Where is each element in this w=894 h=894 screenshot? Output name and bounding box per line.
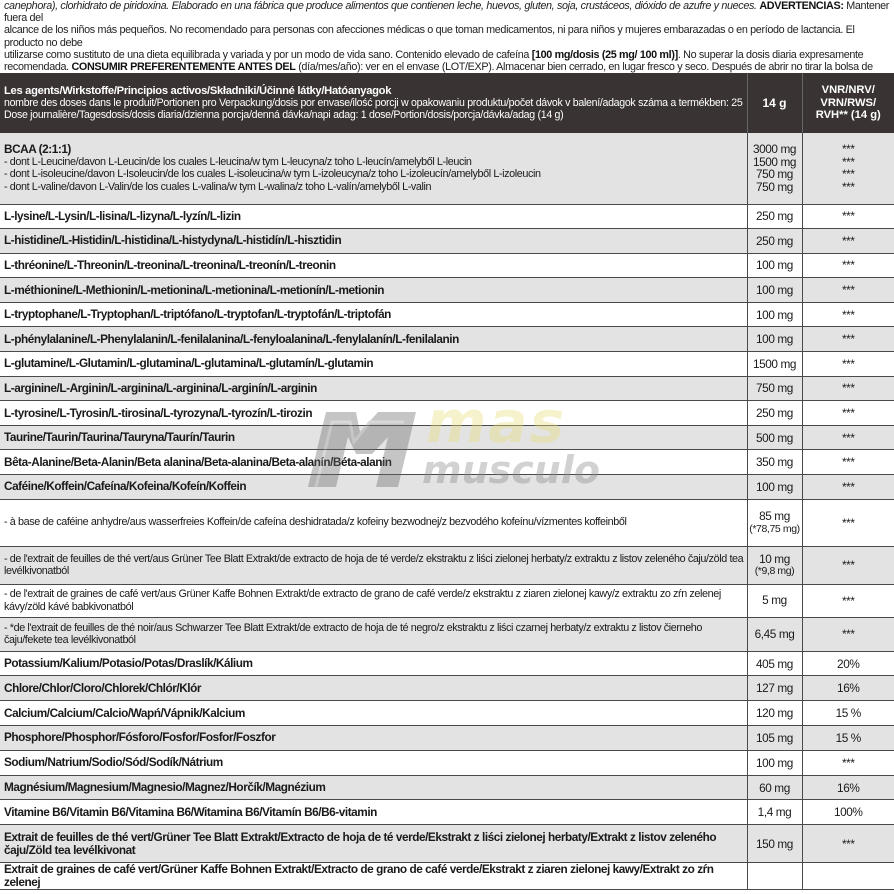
caffeine-source-text: - de l'extrait de feuilles de thé vert/aus Grüner Tee Blatt Extrakt/de extracto de hoja de té verde/z ekstraktu z liści zielonej herbaty/z extraktu z listov zeleného čaju/zöld tea levélkivonatból xyxy=(0,546,747,584)
ingredient-name: L-histidine/L-Histidin/L-histidina/L-histydyna/L-histidín/L-hisztidin xyxy=(0,229,747,254)
intro-line-4: recomendada. CONSUMIR PREFERENTEMENTE ANTES DEL (día/mes/año): ver en el envase (LOT/EXP). Almacenar bien cerrado, en lugar fresco y seco. Después de abrir no tirar la bolsa de xyxy=(4,61,873,74)
ingredient-nrv: *** xyxy=(802,425,894,450)
table-header-row xyxy=(0,73,894,133)
bcaa-nrv-cell: *** *** *** *** xyxy=(802,133,894,204)
table-row xyxy=(0,327,894,352)
table-row xyxy=(0,450,894,475)
ingredient-nrv: *** xyxy=(802,229,894,254)
ingredient-amount: 120 mg xyxy=(747,701,802,726)
label-intro-text xyxy=(4,0,892,72)
ingredient-nrv: *** xyxy=(802,253,894,278)
table-row xyxy=(0,425,894,450)
intro-line-3: utilizarse como sustituto de una dieta equilibrada y variada y por un modo de vida sano. Contenido elevado de cafeína [100 mg/dosis (25 mg/ 100 ml)]. No superar la dosis diaria expresamente xyxy=(4,48,864,61)
table-row xyxy=(0,204,894,229)
ingredient-amount: 405 mg xyxy=(747,651,802,676)
bcaa-amount-cell: 3000 mg 1500 mg 750 mg 750 mg xyxy=(747,133,802,204)
table-row xyxy=(0,352,894,377)
table-row xyxy=(0,775,894,800)
ingredient-nrv: *** xyxy=(802,204,894,229)
caffeine-source-row xyxy=(0,546,894,584)
ingredient-nrv: 20% xyxy=(802,651,894,676)
bcaa-name-cell: BCAA (2:1:1) - dont L-Leucine/davon L-Leucin/de los cuales L-leucina/w tym L-leucyna/z toho L-leucín/amelyből L-leucin - dont L-isoleucine/davon L-Isoleucin/de los cuales L-isoleucina/w tym L-izoleucyna/z toho L-izoleucín/amelyből L-izoleucin - dont L-valine/davon L-Valin/de los cuales L-valina/w tym L-walina/z toho L-valín/amelyből L-valin xyxy=(0,133,747,204)
caffeine-source-nrv: *** xyxy=(802,617,894,651)
table-row xyxy=(0,475,894,500)
caffeine-source-text: - de l'extrait de graines de café vert/aus Grüner Kaffe Bohnen Extrakt/de extracto de grano de café verde/z ekstraktu z ziaren zielonej kawy/z extraktu zo zŕn zelenej kávy/zöld kávé babkivonatból xyxy=(0,584,747,617)
table-row xyxy=(0,302,894,327)
ingredient-name: Extrait de graines de café vert/Grüner Kaffe Bohnen Extrakt/Extracto de grano de café verde/Ekstrakt z ziaren zielonej kawy/Extrakt zo zŕn zelenej xyxy=(0,863,747,890)
ingredient-nrv: 100% xyxy=(802,800,894,825)
amount-value: 6,45 mg xyxy=(754,626,795,641)
ingredient-name: L-glutamine/L-Glutamin/L-glutamina/L-glutamina/L-glutamín/L-glutamin xyxy=(0,352,747,377)
amount-detail: (*9,8 mg) xyxy=(754,565,795,578)
nutrition-table xyxy=(0,73,894,890)
table-row xyxy=(0,726,894,751)
caffeine-source-row xyxy=(0,584,894,617)
ingredient-nrv: *** xyxy=(802,327,894,352)
ingredient-nrv: *** xyxy=(802,401,894,426)
ingredient-name: Calcium/Calcium/Calcio/Wapń/Vápnik/Kalcium xyxy=(0,701,747,726)
intro-line-1: canephora), clorhidrato de piridoxina. Elaborado en una fábrica que produce alimentos que contienen leche, huevos, gluten, soja, crustáceos, dióxido de azufre y nueces. ADVERTENCIAS: Mantener fuera del xyxy=(4,0,890,25)
ingredient-nrv: *** xyxy=(802,475,894,500)
ingredient-nrv xyxy=(802,863,894,890)
ingredient-amount xyxy=(747,863,802,890)
table-row xyxy=(0,376,894,401)
amount-value: 10 mg xyxy=(759,551,790,566)
ingredient-amount: 100 mg xyxy=(747,253,802,278)
ingredient-name: Extrait de feuilles de thé vert/Grüner Tee Blatt Extrakt/Extracto de hoja de té verde/Ekstrakt z liści zielonej herbaty/Extrakt z listov zeleného čaju/Zöld tea levélkivonat xyxy=(0,825,747,863)
ingredient-amount: 1,4 mg xyxy=(747,800,802,825)
ingredient-name: L-arginine/L-Arginin/L-arginina/L-arginina/L-arginín/L-arginin xyxy=(0,376,747,401)
ingredient-nrv: *** xyxy=(802,376,894,401)
ingredient-nrv: *** xyxy=(802,450,894,475)
caffeine-source-text: - à base de caféine anhydre/aus wasserfreies Koffein/de cafeína deshidratada/z kofeiny bezwodnej/z bezvodého kofeínu/vízmentes koffeinből xyxy=(0,499,747,546)
ingredient-amount: 1500 mg xyxy=(747,352,802,377)
ingredient-amount: 100 mg xyxy=(747,327,802,352)
ingredient-nrv: 16% xyxy=(802,775,894,800)
ingredient-name: L-tryptophane/L-Tryptophan/L-triptófano/L-tryptofan/L-tryptofán/L-triptofán xyxy=(0,302,747,327)
caffeine-source-amount xyxy=(747,499,802,546)
amount-detail: (*78,75 mg) xyxy=(749,522,800,535)
bcaa-row xyxy=(0,133,894,204)
ingredient-amount: 100 mg xyxy=(747,278,802,303)
ingredient-amount: 100 mg xyxy=(747,750,802,775)
ingredient-amount: 60 mg xyxy=(747,775,802,800)
ingredient-name: Taurine/Taurin/Taurina/Tauryna/Taurín/Taurin xyxy=(0,425,747,450)
table-row xyxy=(0,401,894,426)
ingredient-amount: 350 mg xyxy=(747,450,802,475)
dose-line: Dose journalière/Tagesdosis/dosis diaria/dzienna porcja/denná dávka/napi adag: 1 dose/Portion/dosis/porcja/dávka/adag (14 g) xyxy=(4,109,564,121)
ingredient-amount: 127 mg xyxy=(747,676,802,701)
ingredient-name: Potassium/Kalium/Potasio/Potas/Draslík/Kálium xyxy=(0,651,747,676)
ingredient-nrv: *** xyxy=(802,825,894,863)
table-row xyxy=(0,651,894,676)
table-row xyxy=(0,676,894,701)
green-coffee-extract-row xyxy=(0,863,894,890)
ingredient-nrv: *** xyxy=(802,302,894,327)
ingredient-name: Magnésium/Magnesium/Magnesio/Magnez/Horčík/Magnézium xyxy=(0,775,747,800)
caffeine-source-row xyxy=(0,499,894,546)
amount-column-header: 14 g xyxy=(747,73,802,133)
ingredient-amount: 105 mg xyxy=(747,726,802,751)
intro-line-2: alcance de los niños más pequeños. No recomendado para personas con afecciones médicas o que toman medicamentos, ni para niños y mujeres embarazadas o en período de lactancia. El producto no debe xyxy=(4,24,855,49)
ingredient-amount: 250 mg xyxy=(747,401,802,426)
ingredient-nrv: 15 % xyxy=(802,701,894,726)
ingredient-nrv: 15 % xyxy=(802,726,894,751)
header-agents-cell xyxy=(0,73,747,133)
ingredient-name: Sodium/Natrium/Sodio/Sód/Sodík/Nátrium xyxy=(0,750,747,775)
ingredient-name: Vitamine B6/Vitamin B6/Vitamina B6/Witamina B6/Vitamín B6/B6-vitamin xyxy=(0,800,747,825)
table-row xyxy=(0,800,894,825)
ingredient-amount: 750 mg xyxy=(747,376,802,401)
ingredient-amount: 100 mg xyxy=(747,302,802,327)
ingredient-name: L-tyrosine/L-Tyrosin/L-tirosina/L-tyrozyna/L-tyrozín/L-tirozin xyxy=(0,401,747,426)
ingredient-amount: 250 mg xyxy=(747,204,802,229)
amount-value: 5 mg xyxy=(762,593,787,608)
ingredient-name: Phosphore/Phosphor/Fósforo/Fosfor/Fosfor/Foszfor xyxy=(0,726,747,751)
table-row xyxy=(0,278,894,303)
caffeine-source-amount xyxy=(747,584,802,617)
watermark-top-text: mas xyxy=(426,388,567,456)
ingredient-nrv: *** xyxy=(802,750,894,775)
ingredient-name: Caféine/Koffein/Cafeína/Kofeina/Kofeín/Koffein xyxy=(0,475,747,500)
ingredient-name: L-phénylalanine/L-Phenylalanin/L-fenilalanina/L-fenyloalanina/L-fenylalanín/L-fenilalanin xyxy=(0,327,747,352)
ingredient-name: L-lysine/L-Lysin/L-lisina/L-lizyna/L-lyzín/L-lizin xyxy=(0,204,747,229)
ingredient-amount: 250 mg xyxy=(747,229,802,254)
ingredient-name: L-méthionine/L-Methionin/L-metionina/L-metionina/L-metionín/L-metionin xyxy=(0,278,747,303)
table-row xyxy=(0,701,894,726)
ingredient-amount: 500 mg xyxy=(747,425,802,450)
nrv-column-header: VNR/NRV/ VRN/RWS/ RVH** (14 g) xyxy=(802,73,894,133)
caffeine-source-nrv: *** xyxy=(802,499,894,546)
ingredient-name: Chlore/Chlor/Cloro/Chlorek/Chlór/Klór xyxy=(0,676,747,701)
caffeine-source-row xyxy=(0,617,894,651)
ingredient-nrv: *** xyxy=(802,352,894,377)
caffeine-source-nrv: *** xyxy=(802,546,894,584)
amount-value: 85 mg xyxy=(759,509,790,524)
servings-line: nombre des doses dans le produit/Portionen pro Verpackung/dosis por envase/ilość porcji w opakowaniu produktu/počet dávok v balení/adagok száma a termékben: 25 xyxy=(4,97,743,109)
green-tea-extract-row xyxy=(0,825,894,863)
ingredient-amount: 100 mg xyxy=(747,475,802,500)
caffeine-source-amount xyxy=(747,617,802,651)
agents-title: Les agents/Wirkstoffe/Principios activos/Składniki/Účinné látky/Hatóanyagok xyxy=(4,85,392,97)
ingredient-nrv: 16% xyxy=(802,676,894,701)
ingredient-name: Bêta-Alanine/Beta-Alanin/Beta alanina/Beta-alanina/Beta-alanín/Béta-alanin xyxy=(0,450,747,475)
table-row xyxy=(0,750,894,775)
caffeine-source-nrv: *** xyxy=(802,584,894,617)
caffeine-source-amount xyxy=(747,546,802,584)
ingredient-name: L-thréonine/L-Threonin/L-treonina/L-treonina/L-treonín/L-treonin xyxy=(0,253,747,278)
ingredient-nrv: *** xyxy=(802,278,894,303)
table-row xyxy=(0,229,894,254)
ingredient-amount: 150 mg xyxy=(747,825,802,863)
table-row xyxy=(0,253,894,278)
caffeine-source-text: - *de l'extrait de feuilles de thé noir/aus Schwarzer Tee Blatt Extrakt/de extracto de hoja de té negro/z ekstraktu z liści czarnej herbaty/z extraktu z listov čierneho čaju/fekete tea levélkivonatból xyxy=(0,617,747,651)
watermark-bottom-text: musculo xyxy=(422,448,600,492)
